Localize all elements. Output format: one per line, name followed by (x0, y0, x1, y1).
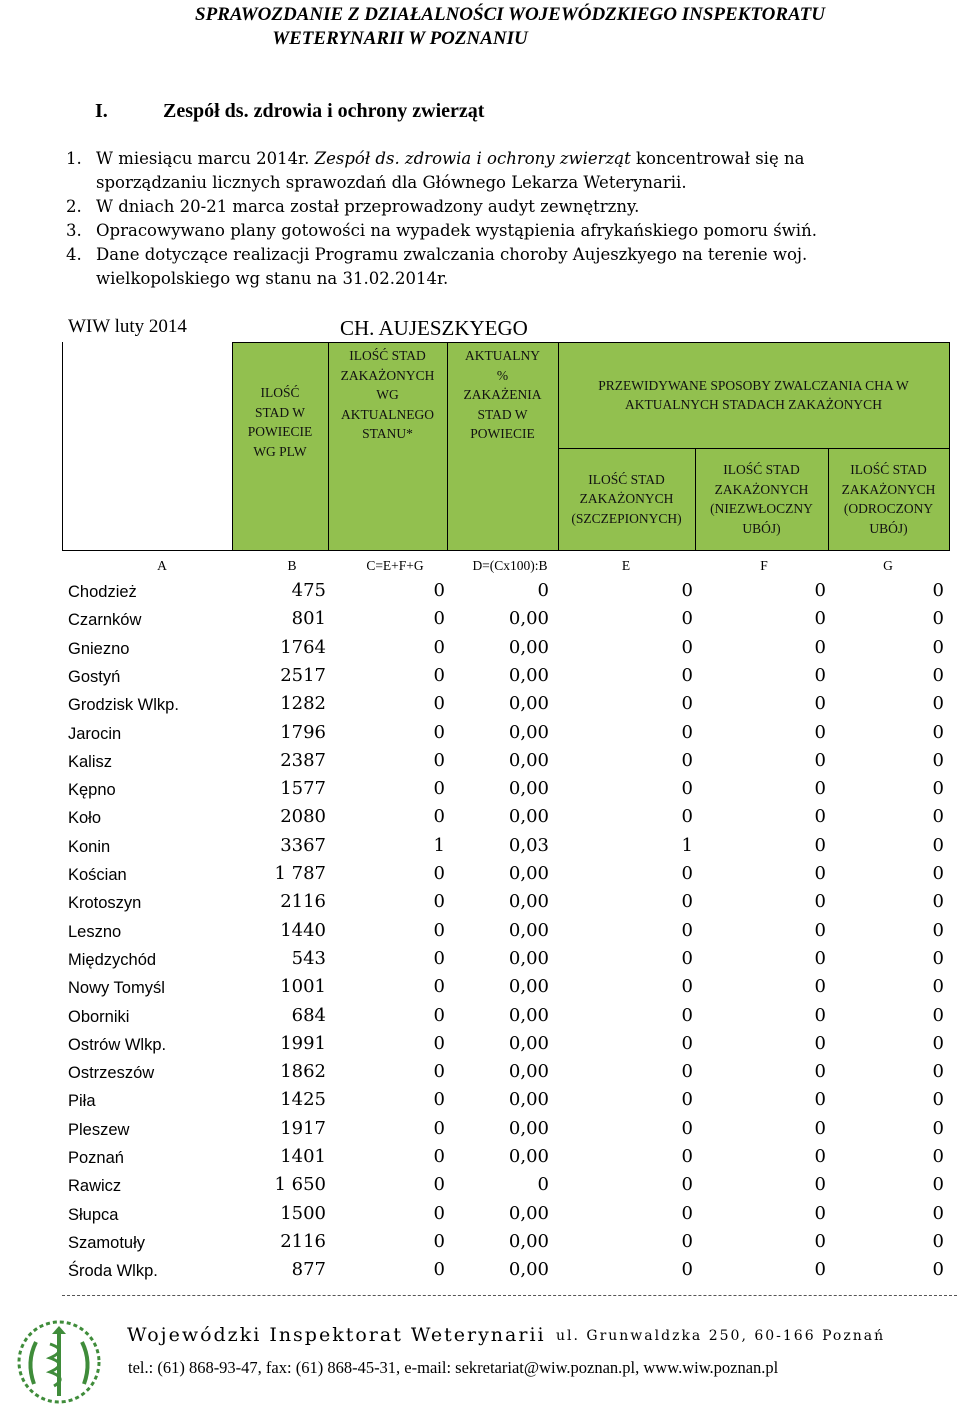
cell-col-c: 0 (433, 919, 445, 941)
cell-col-e: 0 (681, 1004, 693, 1026)
cell-col-b: 1 650 (274, 1174, 326, 1196)
district-name: Chodzież (68, 583, 137, 601)
cell-col-e: 0 (681, 749, 693, 771)
section-heading (95, 100, 484, 123)
table-row (62, 947, 950, 975)
cell-col-b: 475 (291, 580, 326, 601)
cell-col-d: 0,00 (508, 636, 549, 658)
cell-col-e: 0 (681, 1230, 693, 1252)
district-name: Czarnków (68, 611, 142, 630)
cell-col-e: 0 (681, 664, 693, 686)
section-title: Zespół ds. zdrowia i ochrony zwierząt (163, 100, 485, 122)
cell-col-c: 0 (433, 1174, 445, 1196)
cell-col-d: 0,00 (508, 947, 549, 969)
cell-col-e: 0 (681, 1117, 693, 1139)
cell-col-c: 0 (433, 806, 445, 828)
table-row (62, 1088, 950, 1116)
cell-col-d: 0,00 (508, 749, 549, 771)
column-letter-g: G (883, 558, 893, 573)
cell-col-e: 0 (681, 919, 693, 941)
table-header-blank (62, 342, 232, 550)
cell-col-e: 0 (681, 721, 693, 743)
district-name: Gostyń (68, 667, 121, 686)
cell-col-g: 0 (932, 863, 944, 884)
cell-col-c: 0 (433, 636, 445, 658)
cell-col-f: 0 (814, 891, 826, 913)
cell-col-b: 1862 (280, 1061, 326, 1083)
cell-col-g: 0 (932, 1259, 944, 1281)
cell-col-f: 0 (814, 580, 826, 601)
cell-col-g: 0 (932, 1004, 944, 1026)
cell-col-b: 2080 (280, 806, 326, 828)
district-name: Poznań (68, 1149, 124, 1167)
district-name: Koło (68, 809, 102, 828)
cell-col-f: 0 (814, 1259, 826, 1281)
table-row (62, 919, 950, 947)
cell-col-e: 0 (681, 1174, 693, 1196)
district-name: Słupca (68, 1205, 119, 1224)
table-row (62, 975, 950, 1003)
cell-col-d: 0,00 (508, 1117, 549, 1139)
cell-col-e: 0 (681, 1202, 693, 1224)
table-row (62, 1258, 950, 1286)
cell-col-b: 1 787 (274, 863, 326, 884)
district-name: Oborniki (68, 1007, 130, 1026)
district-name: Kępno (68, 781, 116, 800)
cell-col-b: 1440 (280, 919, 326, 941)
grid-line (62, 342, 63, 550)
cell-col-f: 0 (814, 1004, 826, 1026)
cell-col-c: 0 (433, 1202, 445, 1224)
cell-col-g: 0 (932, 947, 944, 969)
cell-col-d: 0,00 (508, 863, 549, 884)
cell-col-f: 0 (814, 1174, 826, 1196)
header-col-g: ILOŚĆ STAD ZAKAŻONYCH (ODROCZONY UBÓJ) (841, 462, 936, 536)
cell-col-c: 0 (433, 1259, 445, 1281)
cell-col-d: 0,00 (508, 1230, 549, 1252)
cell-col-d: 0,00 (508, 693, 549, 715)
cell-col-e: 0 (681, 636, 693, 658)
cell-col-d: 0,00 (508, 608, 549, 630)
cell-col-b: 801 (291, 608, 326, 630)
cell-col-d: 0,00 (508, 778, 549, 800)
cell-col-e: 0 (681, 976, 693, 998)
cell-col-c: 0 (433, 1230, 445, 1252)
cell-col-b: 1001 (280, 976, 326, 998)
district-name: Leszno (68, 922, 122, 941)
column-letter-b: B (287, 558, 297, 573)
cell-col-f: 0 (814, 749, 826, 771)
cell-col-g: 0 (932, 580, 944, 601)
cell-col-d: 0,00 (508, 1202, 549, 1224)
table-caption-disease: CH. AUJESZKYEGO (340, 316, 528, 340)
paragraph-text-line2: sporządzaniu licznych sprawozdań dla Głównego Lekarza Weterynarii. (96, 173, 687, 192)
cell-col-e: 0 (681, 1032, 693, 1054)
table-row (62, 890, 950, 918)
cell-col-f: 0 (814, 1089, 826, 1111)
cell-col-c: 0 (433, 664, 445, 686)
table-row (62, 636, 950, 664)
cell-col-b: 2116 (280, 891, 326, 913)
header-group-methods: PRZEWIDYWANE SPOSOBY ZWALCZANIA CHA W AKTUALNYCH STADACH ZAKAŻONYCH (598, 377, 909, 412)
cell-col-g: 0 (932, 721, 944, 743)
district-name: Szamotuły (68, 1233, 146, 1252)
cell-col-d: 0,00 (508, 1259, 549, 1281)
footer-contact: tel.: (61) 868-93-47, fax: (61) 868-45-31, e-mail: sekretariat@wiw.poznan.pl, www.wiw.poznan.pl (128, 1358, 779, 1377)
paragraph-number: 3. (66, 221, 82, 240)
cell-col-e: 0 (681, 1259, 693, 1281)
paragraph-number: 1. (66, 149, 82, 168)
cell-col-c: 0 (433, 778, 445, 800)
district-name: Środa Wlkp. (68, 1262, 158, 1281)
footer-institution: Wojewódzki Inspektorat Weterynarii (127, 1324, 546, 1346)
cell-col-f: 0 (814, 919, 826, 941)
column-letter-d: D=(Cx100):B (472, 558, 548, 573)
cell-col-e: 0 (681, 693, 693, 715)
table-row (62, 805, 950, 833)
cell-col-f: 0 (814, 976, 826, 998)
cell-col-b: 1500 (280, 1202, 326, 1224)
cell-col-c: 0 (433, 947, 445, 969)
team-name-italic: Zespół ds. zdrowia i ochrony zwierząt (314, 149, 631, 168)
cell-col-g: 0 (932, 1146, 944, 1167)
cell-col-c: 0 (433, 891, 445, 913)
header-col-c: ILOŚĆ STAD ZAKAŻONYCH WG AKTUALNEGO STANU* (340, 348, 435, 442)
header-col-b: ILOŚĆ STAD W POWIECIE WG PLW (247, 385, 313, 459)
cell-col-g: 0 (932, 919, 944, 941)
table-row (62, 721, 950, 749)
cell-col-b: 2387 (280, 749, 326, 771)
cell-col-d: 0 (537, 580, 549, 601)
cell-col-b: 1796 (280, 721, 326, 743)
cell-col-f: 0 (814, 1061, 826, 1083)
table-row (62, 862, 950, 890)
cell-col-f: 0 (814, 1032, 826, 1054)
column-letter-a: A (157, 558, 167, 573)
cell-col-f: 0 (814, 1146, 826, 1167)
cell-col-d: 0,00 (508, 664, 549, 686)
cell-col-c: 0 (433, 1004, 445, 1026)
cell-col-c: 0 (433, 608, 445, 630)
paragraph-4 (0, 243, 960, 293)
district-name: Piła (68, 1092, 96, 1111)
cell-col-f: 0 (814, 636, 826, 658)
cell-col-b: 1425 (280, 1089, 326, 1111)
table-caption-period: WIW luty 2014 (68, 316, 187, 337)
cell-col-b: 1282 (280, 693, 326, 715)
cell-col-e: 0 (681, 891, 693, 913)
district-name: Jarocin (68, 724, 122, 743)
paragraph-text: Dane dotyczące realizacji Programu zwalczania choroby Aujeszkyego na terenie woj. (96, 245, 808, 264)
paragraph-text: W dniach 20-21 marca został przeprowadzony audyt zewnętrzny. (96, 197, 640, 216)
cell-col-d: 0,00 (508, 1032, 549, 1054)
cell-col-g: 0 (932, 636, 944, 658)
cell-col-g: 0 (932, 976, 944, 998)
cell-col-g: 0 (932, 693, 944, 715)
footer-address: ul. Grunwaldzka 250, 60-166 Poznań (556, 1328, 886, 1344)
district-name: Kalisz (68, 752, 113, 771)
table-row (62, 1202, 950, 1230)
table-row (62, 1004, 950, 1032)
cell-col-b: 543 (291, 947, 326, 969)
footer-separator (62, 1295, 957, 1296)
cell-col-f: 0 (814, 834, 826, 856)
table-row (62, 692, 950, 720)
cell-col-f: 0 (814, 947, 826, 969)
cell-col-d: 0,00 (508, 1004, 549, 1026)
cell-col-b: 2517 (280, 664, 326, 686)
cell-col-c: 0 (433, 976, 445, 998)
report-title-line1: SPRAWOZDANIE Z DZIAŁALNOŚCI WOJEWÓDZKIEGO INSPEKTORATU (195, 4, 825, 25)
district-name: Międzychód (68, 950, 157, 969)
cell-col-d: 0 (537, 1174, 549, 1196)
cell-col-d: 0,03 (508, 834, 549, 856)
cell-col-e: 0 (681, 1146, 693, 1167)
section-number: I. (95, 100, 108, 122)
cell-col-e: 0 (681, 947, 693, 969)
cell-col-d: 0,00 (508, 721, 549, 743)
table-row (62, 1117, 950, 1145)
table-row (62, 1032, 950, 1060)
cell-col-f: 0 (814, 806, 826, 828)
cell-col-e: 0 (681, 806, 693, 828)
cell-col-g: 0 (932, 664, 944, 686)
cell-col-d: 0,00 (508, 1089, 549, 1111)
paragraph-text-end: koncentrował się na (630, 149, 805, 168)
cell-col-c: 0 (433, 1032, 445, 1054)
cell-col-f: 0 (814, 693, 826, 715)
cell-col-d: 0,00 (508, 976, 549, 998)
table-row (62, 777, 950, 805)
cell-col-f: 0 (814, 721, 826, 743)
table-row (62, 579, 950, 607)
column-letter-f: F (760, 558, 768, 573)
cell-col-c: 0 (433, 721, 445, 743)
cell-col-e: 0 (681, 580, 693, 601)
district-name: Nowy Tomyśl (68, 979, 165, 998)
cell-col-b: 684 (291, 1004, 326, 1026)
header-col-e: ILOŚĆ STAD ZAKAŻONYCH (SZCZEPIONYCH) (571, 471, 682, 526)
cell-col-g: 0 (932, 749, 944, 771)
cell-col-b: 3367 (280, 834, 326, 856)
cell-col-f: 0 (814, 1117, 826, 1139)
cell-col-b: 2116 (280, 1230, 326, 1252)
district-name: Rawicz (68, 1177, 122, 1196)
cell-col-f: 0 (814, 608, 826, 630)
table-row (62, 1173, 950, 1201)
cell-col-c: 0 (433, 693, 445, 715)
column-letter-e: E (621, 558, 631, 573)
district-name: Ostrzeszów (68, 1064, 155, 1083)
cell-col-d: 0,00 (508, 891, 549, 913)
cell-col-d: 0,00 (508, 806, 549, 828)
cell-col-g: 0 (932, 1117, 944, 1139)
paragraph-text: Opracowywano plany gotowości na wypadek wystąpienia afrykańskiego pomoru świń. (96, 221, 817, 240)
cell-col-c: 0 (433, 1117, 445, 1139)
cell-col-g: 0 (932, 1230, 944, 1252)
cell-col-f: 0 (814, 778, 826, 800)
paragraph-3 (0, 219, 960, 243)
institution-logo (14, 1314, 104, 1410)
table-row (62, 607, 950, 635)
paragraph-2 (0, 195, 960, 219)
cell-col-g: 0 (932, 891, 944, 913)
cell-col-g: 0 (932, 778, 944, 800)
paragraph-text-line2: wielkopolskiego wg stanu na 31.02.2014r. (96, 269, 449, 288)
cell-col-g: 0 (932, 834, 944, 856)
cell-col-d: 0,00 (508, 1061, 549, 1083)
cell-col-e: 0 (681, 1089, 693, 1111)
cell-col-g: 0 (932, 1061, 944, 1083)
table-row (62, 1145, 950, 1173)
cell-col-g: 0 (932, 1089, 944, 1111)
table-row (62, 664, 950, 692)
cell-col-c: 0 (433, 749, 445, 771)
cell-col-b: 1577 (280, 778, 326, 800)
header-col-f: ILOŚĆ STAD ZAKAŻONYCH (NIEZWŁOCZNY UBÓJ) (710, 462, 813, 536)
district-name: Grodzisk Wlkp. (68, 696, 179, 715)
cell-col-f: 0 (814, 664, 826, 686)
grid-line (62, 550, 950, 551)
paragraph-number: 2. (66, 197, 82, 216)
cell-col-f: 0 (814, 1202, 826, 1224)
cell-col-g: 0 (932, 1202, 944, 1224)
cell-col-c: 0 (433, 1146, 445, 1167)
table-row (62, 834, 950, 862)
cell-col-c: 1 (433, 834, 445, 856)
cell-col-c: 0 (433, 1061, 445, 1083)
cell-col-g: 0 (932, 1032, 944, 1054)
cell-col-f: 0 (814, 863, 826, 884)
cell-col-e: 0 (681, 778, 693, 800)
cell-col-d: 0,00 (508, 1146, 549, 1167)
district-name: Pleszew (68, 1120, 130, 1139)
cell-col-b: 1991 (280, 1032, 326, 1054)
district-name: Gniezno (68, 639, 130, 658)
grid-line (949, 342, 950, 550)
cell-col-b: 1401 (280, 1146, 326, 1167)
caduceus-emblem-icon (14, 1314, 104, 1410)
cell-col-c: 0 (433, 1089, 445, 1111)
district-name: Krotoszyn (68, 894, 142, 913)
cell-col-g: 0 (932, 806, 944, 828)
header-col-d: AKTUALNY % ZAKAŻENIA STAD W POWIECIE (463, 348, 542, 442)
cell-col-b: 1917 (280, 1117, 326, 1139)
paragraph-number: 4. (66, 245, 82, 264)
district-name: Konin (68, 837, 111, 856)
cell-col-g: 0 (932, 608, 944, 630)
cell-col-b: 877 (291, 1259, 326, 1281)
report-title-line2: WETERYNARII W POZNANIU (272, 28, 528, 49)
paragraph-text: W miesiącu marcu 2014r. (96, 149, 315, 168)
cell-col-e: 0 (681, 863, 693, 884)
cell-col-e: 1 (681, 834, 693, 856)
district-name: Ostrów Wlkp. (68, 1035, 167, 1054)
paragraph-1 (0, 147, 960, 197)
table-row (62, 749, 950, 777)
cell-col-g: 0 (932, 1174, 944, 1196)
cell-col-e: 0 (681, 1061, 693, 1083)
district-name: Kościan (68, 866, 127, 884)
cell-col-f: 0 (814, 1230, 826, 1252)
cell-col-b: 1764 (280, 636, 326, 658)
column-letter-c: C=E+F+G (366, 558, 424, 573)
cell-col-e: 0 (681, 608, 693, 630)
cell-col-c: 0 (433, 580, 445, 601)
table-row (62, 1230, 950, 1258)
table-row (62, 1060, 950, 1088)
cell-col-d: 0,00 (508, 919, 549, 941)
cell-col-c: 0 (433, 863, 445, 884)
